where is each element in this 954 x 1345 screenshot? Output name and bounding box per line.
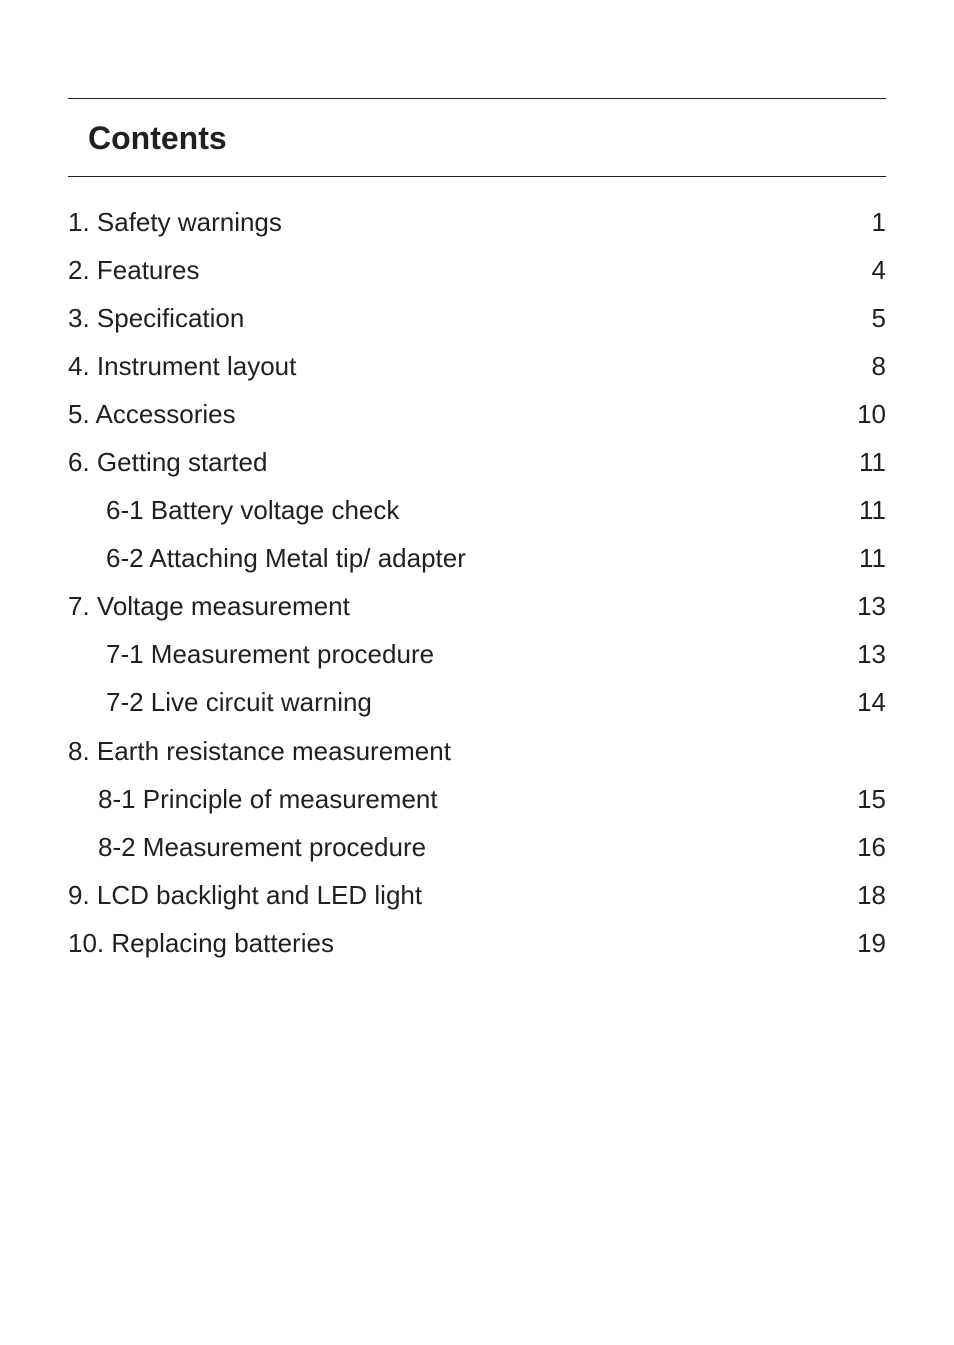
toc-entry-voltage-measurement[interactable]: [68, 589, 886, 623]
toc-entry-page-number: 19: [857, 928, 886, 958]
toc-entry-page-number: 8: [871, 351, 886, 381]
toc-entry-page-number: 11: [859, 543, 886, 573]
toc-entry-label: 8-2 Measurement procedure: [98, 832, 427, 862]
toc-entry-live-circuit-warning[interactable]: [68, 685, 886, 719]
toc-entry-label: 4. Instrument layout: [68, 351, 297, 381]
toc-entry-specification[interactable]: [68, 301, 886, 335]
toc-entry-page-number: 4: [871, 255, 886, 285]
toc-entry-accessories[interactable]: [68, 397, 886, 431]
toc-entry-page-number: 11: [859, 495, 886, 525]
toc-entry-label: 6. Getting started: [68, 447, 268, 477]
toc-entry-page-number: 11: [859, 447, 886, 477]
toc-entry-label: 7-2 Live circuit warning: [106, 687, 372, 717]
toc-entry-earth-measurement-procedure[interactable]: [68, 830, 886, 864]
toc-entry-earth-resistance-measurement[interactable]: [68, 734, 886, 768]
toc-entry-page-number: 5: [871, 303, 886, 333]
toc-entry-label: 7. Voltage measurement: [68, 591, 350, 621]
toc-entry-page-number: 18: [857, 880, 886, 910]
toc-entry-page-number: 15: [857, 784, 886, 814]
toc-entry-attaching-metal-tip[interactable]: [68, 541, 886, 575]
page-title: Contents: [88, 120, 227, 156]
toc-entry-label: 8. Earth resistance measurement: [68, 736, 451, 766]
toc-entry-page-number: 13: [857, 591, 886, 621]
toc-entry-safety-warnings[interactable]: [68, 205, 886, 239]
header-top-rule: [68, 98, 886, 99]
toc-entry-battery-voltage-check[interactable]: [68, 493, 886, 527]
toc-entry-label: 8-1 Principle of measurement: [98, 784, 438, 814]
toc-entry-page-number: 16: [857, 832, 886, 862]
toc-entry-label: 2. Features: [68, 255, 200, 285]
toc-entry-page-number: 1: [871, 207, 886, 237]
header-bottom-rule: [68, 176, 886, 177]
toc-entry-getting-started[interactable]: [68, 445, 886, 479]
toc-entry-label: 9. LCD backlight and LED light: [68, 880, 423, 910]
toc-entry-features[interactable]: [68, 253, 886, 287]
toc-entry-label: 1. Safety warnings: [68, 207, 282, 237]
toc-entry-label: 6-2 Attaching Metal tip/ adapter: [106, 543, 466, 573]
toc-entry-page-number: 10: [857, 399, 886, 429]
toc-entry-label: 5. Accessories: [68, 399, 236, 429]
toc-entry-page-number: 13: [857, 639, 886, 669]
toc-entry-label: 10. Replacing batteries: [68, 928, 334, 958]
toc-entry-instrument-layout[interactable]: [68, 349, 886, 383]
toc-entry-voltage-measurement-procedure[interactable]: [68, 637, 886, 671]
toc-entry-label: 3. Specification: [68, 303, 245, 333]
toc-entry-label: 7-1 Measurement procedure: [106, 639, 435, 669]
toc-entry-lcd-backlight[interactable]: [68, 878, 886, 912]
toc-entry-page-number: 14: [857, 687, 886, 717]
toc-entry-principle-of-measurement[interactable]: [68, 782, 886, 816]
toc-entry-label: 6-1 Battery voltage check: [106, 495, 400, 525]
toc-entry-replacing-batteries[interactable]: [68, 926, 886, 960]
